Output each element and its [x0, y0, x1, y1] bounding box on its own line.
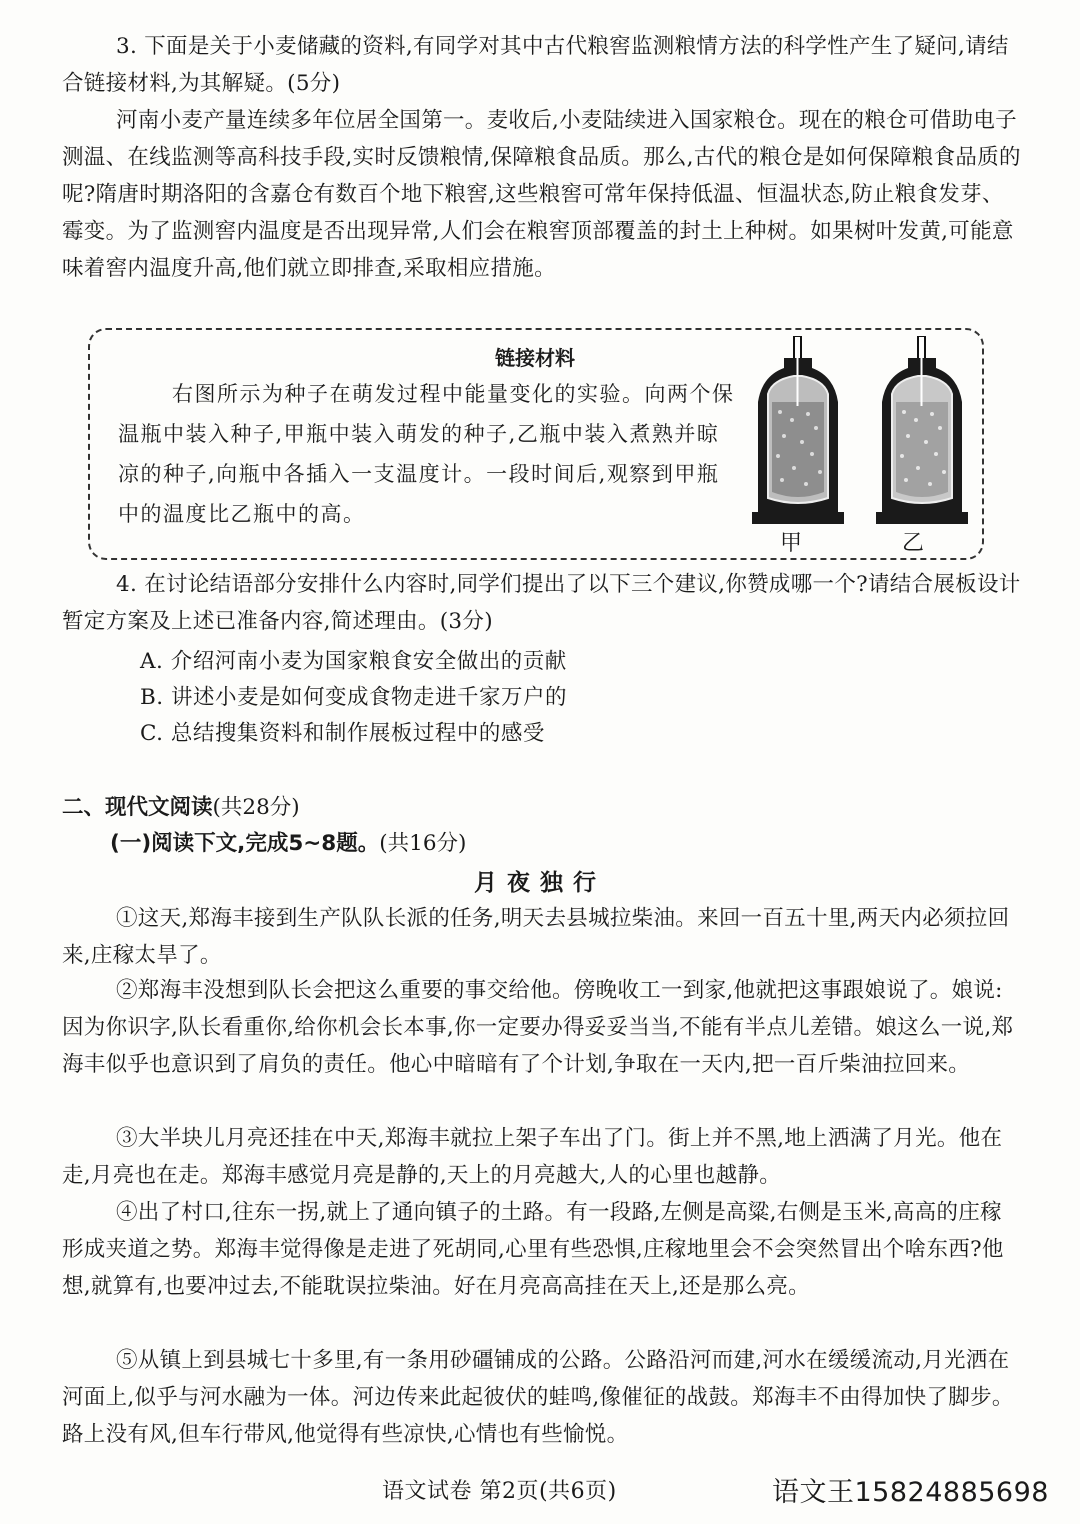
page-footer: 语文试卷 第2页(共6页) — [382, 1479, 617, 1504]
link-material-box — [88, 328, 984, 560]
question-4-option-a: A. 介绍河南小麦为国家粮食安全做出的贡献 — [140, 649, 567, 674]
story-paragraph-1: ①这天,郑海丰接到生产队队长派的任务,明天去县城拉柴油。来回一百五十里,两天内必须拉回来,庄稼太旱了。 — [62, 906, 1010, 968]
story-paragraph-5: ⑤从镇上到县城七十多里,有一条用砂礓铺成的公路。公路沿河而建,河水在缓缓流动,月光洒在河面上,似乎与河水融为一体。河边传来此起彼伏的蛙鸣,像催征的战鼓。郑海丰不由得加快了脚步。路上没有风,但车行带风,他觉得有些凉快,心情也有些愉悦。 — [62, 1348, 1014, 1447]
watermark-text: 语文王15824885698 — [772, 1477, 1049, 1508]
subsection-1-title: (一)阅读下文,完成5~8题。 — [110, 831, 380, 856]
story-title: 月夜独行 — [474, 870, 606, 896]
question-4: 4. 在讨论结语部分安排什么内容时,同学们提出了以下三个建议,你赞成哪一个?请结合展板设计暂定方案及上述已准备内容,简述理由。(3分) — [62, 572, 1021, 634]
subsection-1-heading — [110, 826, 466, 857]
section-2-score: (共28分) — [212, 795, 300, 820]
section-2-title: 二、现代文阅读 — [62, 795, 213, 820]
question-3-passage: 河南小麦产量连续多年位居全国第一。麦收后,小麦陆续进入国家粮仓。现在的粮仓可借助电子测温、在线监测等高科技手段,实时反馈粮情,保障粮食品质。那么,古代的粮仓是如何保障粮食品质的呢?隋唐时期洛阳的含嘉仓有数百个地下粮窖,这些粮窖可常年保持低温、恒温状态,防止粮食发芽、霉变。为了监测窖内温度是否出现异常,人们会在粮窖顶部覆盖的封土上种树。如果树叶发黄,可能意味着窖内温度升高,他们就立即排查,采取相应措施。 — [62, 108, 1021, 281]
story-paragraph-3: ③大半块儿月亮还挂在中天,郑海丰就拉上架子车出了门。街上并不黑,地上洒满了月光。他在走,月亮也在走。郑海丰感觉月亮是静的,天上的月亮越大,人的心里也越静。 — [62, 1126, 1003, 1188]
question-4-option-b: B. 讲述小麦是如何变成食物走进千家万户的 — [140, 685, 567, 710]
story-paragraph-2: ②郑海丰没想到队长会把这么重要的事交给他。傍晚收工一到家,他就把这事跟娘说了。娘说:因为你识字,队长看重你,给你机会长本事,你一定要办得妥妥当当,不能有半点儿差错。娘这么一说,郑海丰似乎也意识到了肩负的责任。他心中暗暗有了个计划,争取在一天内,把一百斤柴油拉回来。 — [62, 978, 1014, 1077]
thermos-bottle-yi-illustration — [874, 336, 970, 528]
subsection-1-score: (共16分) — [379, 831, 467, 856]
section-2-heading — [62, 790, 300, 821]
link-material-title: 链接材料 — [495, 346, 575, 370]
story-paragraph-4: ④出了村口,往东一拐,就上了通向镇子的土路。有一段路,左侧是高粱,右侧是玉米,高高的庄稼形成夹道之势。郑海丰觉得像是走进了死胡同,心里有些恐惧,庄稼地里会不会突然冒出个啥东西?他想,就算有,也要冲过去,不能耽误拉柴油。好在月亮高高挂在天上,还是那么亮。 — [62, 1200, 1004, 1299]
link-material-text: 右图所示为种子在萌发过程中能量变化的实验。向两个保温瓶中装入种子,甲瓶中装入萌发的种子,乙瓶中装入煮熟并晾凉的种子,向瓶中各插入一支温度计。一段时间后,观察到甲瓶中的温度比乙瓶中的高。 — [118, 382, 735, 526]
bottle-label-yi: 乙 — [902, 531, 925, 556]
question-3: 3. 下面是关于小麦储藏的资料,有同学对其中古代粮窖监测粮情方法的科学性产生了疑问,请结合链接材料,为其解疑。(5分) — [62, 34, 1009, 96]
thermos-bottle-jia-illustration — [750, 336, 846, 528]
bottle-label-jia: 甲 — [780, 531, 803, 556]
question-4-option-c: C. 总结搜集资料和制作展板过程中的感受 — [140, 721, 545, 746]
